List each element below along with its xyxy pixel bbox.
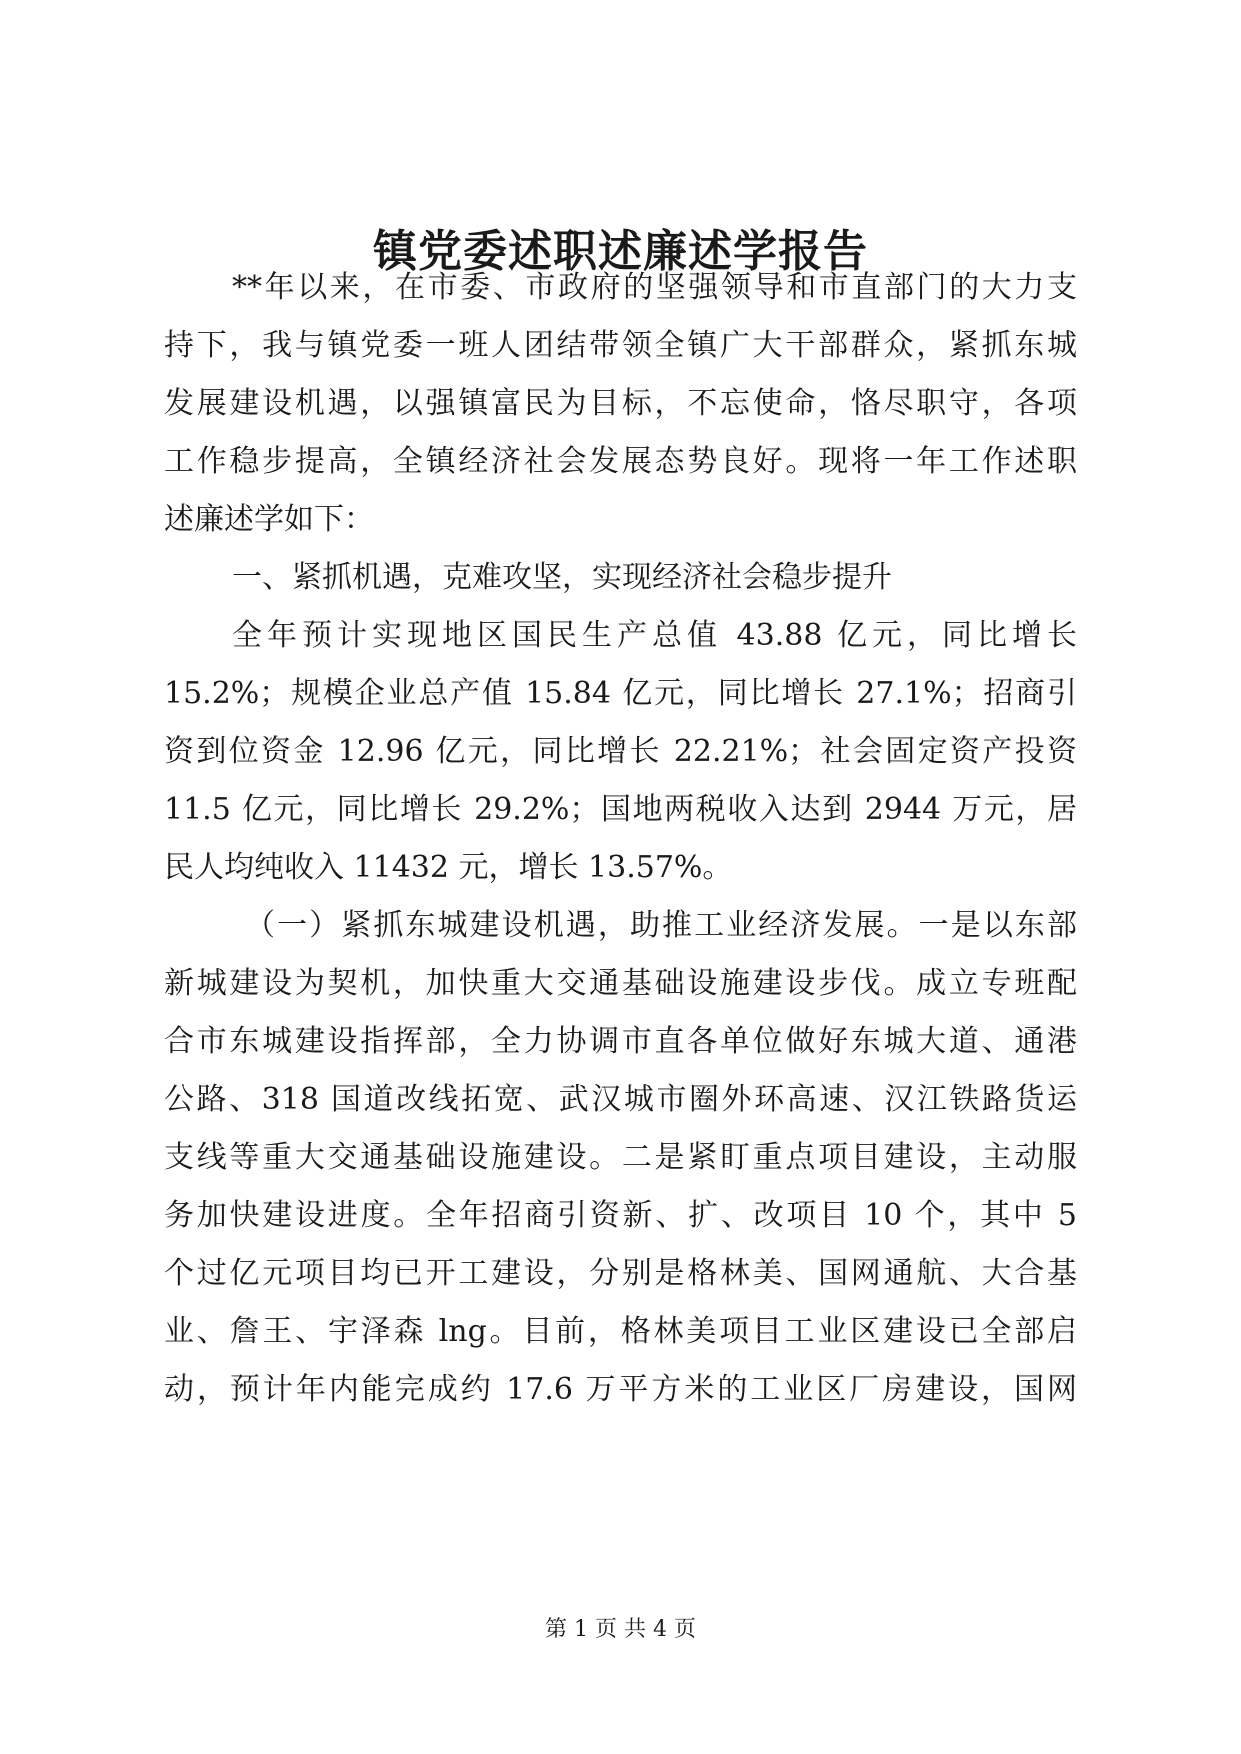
body-line: 发展建设机遇，以强镇富民为目标，不忘使命，恪尽职守，各项 — [164, 386, 1077, 421]
body-line: 合市东城建设指挥部，全力协调市直各单位做好东城大道、通港 — [164, 1024, 1077, 1059]
body-line: 务加快建设进度。全年招商引资新、扩、改项目 10 个，其中 5 — [164, 1198, 1077, 1233]
body-line: 个过亿元项目均已开工建设，分别是格林美、国网通航、大合基 — [164, 1256, 1077, 1291]
body-line: 工作稳步提高，全镇经济社会发展态势良好。现将一年工作述职 — [164, 444, 1077, 479]
body-line: 持下，我与镇党委一班人团结带领全镇广大干部群众，紧抓东城 — [164, 328, 1077, 363]
body-line: 动，预计年内能完成约 17.6 万平方米的工业区厂房建设，国网 — [164, 1372, 1077, 1407]
body-line: 述廉述学如下： — [164, 502, 374, 537]
body-line: 民人均纯收入 11432 元，增长 13.57%。 — [164, 850, 733, 885]
body-line: 全年预计实现地区国民生产总值 43.88 亿元，同比增长 — [232, 618, 1077, 653]
body-line: 公路、318 国道改线拓宽、武汉城市圈外环高速、汉江铁路货运 — [164, 1082, 1077, 1117]
document-title: 镇党委述职述廉述学报告 — [373, 226, 868, 277]
body-line: 新城建设为契机，加快重大交通基础设施建设步伐。成立专班配 — [164, 966, 1077, 1001]
body-line: 15.2%；规模企业总产值 15.84 亿元，同比增长 27.1%；招商引 — [164, 676, 1077, 711]
body-line: 11.5 亿元，同比增长 29.2%；国地两税收入达到 2944 万元，居 — [164, 792, 1077, 827]
body-line: （一）紧抓东城建设机遇，助推工业经济发展。一是以东部 — [245, 908, 1077, 943]
body-line: **年以来，在市委、市政府的坚强领导和市直部门的大力支 — [232, 270, 1077, 305]
body-line: 资到位资金 12.96 亿元，同比增长 22.21%；社会固定资产投资 — [164, 734, 1077, 769]
page-footer: 第 1 页 共 4 页 — [545, 1617, 696, 1642]
body-line: 支线等重大交通基础设施建设。二是紧盯重点项目建设，主动服 — [164, 1140, 1077, 1175]
section-heading: 一、紧抓机遇，克难攻坚，实现经济社会稳步提升 — [232, 560, 892, 595]
body-line: 业、詹王、宇泽森 lng。目前，格林美项目工业区建设已全部启 — [164, 1314, 1077, 1349]
